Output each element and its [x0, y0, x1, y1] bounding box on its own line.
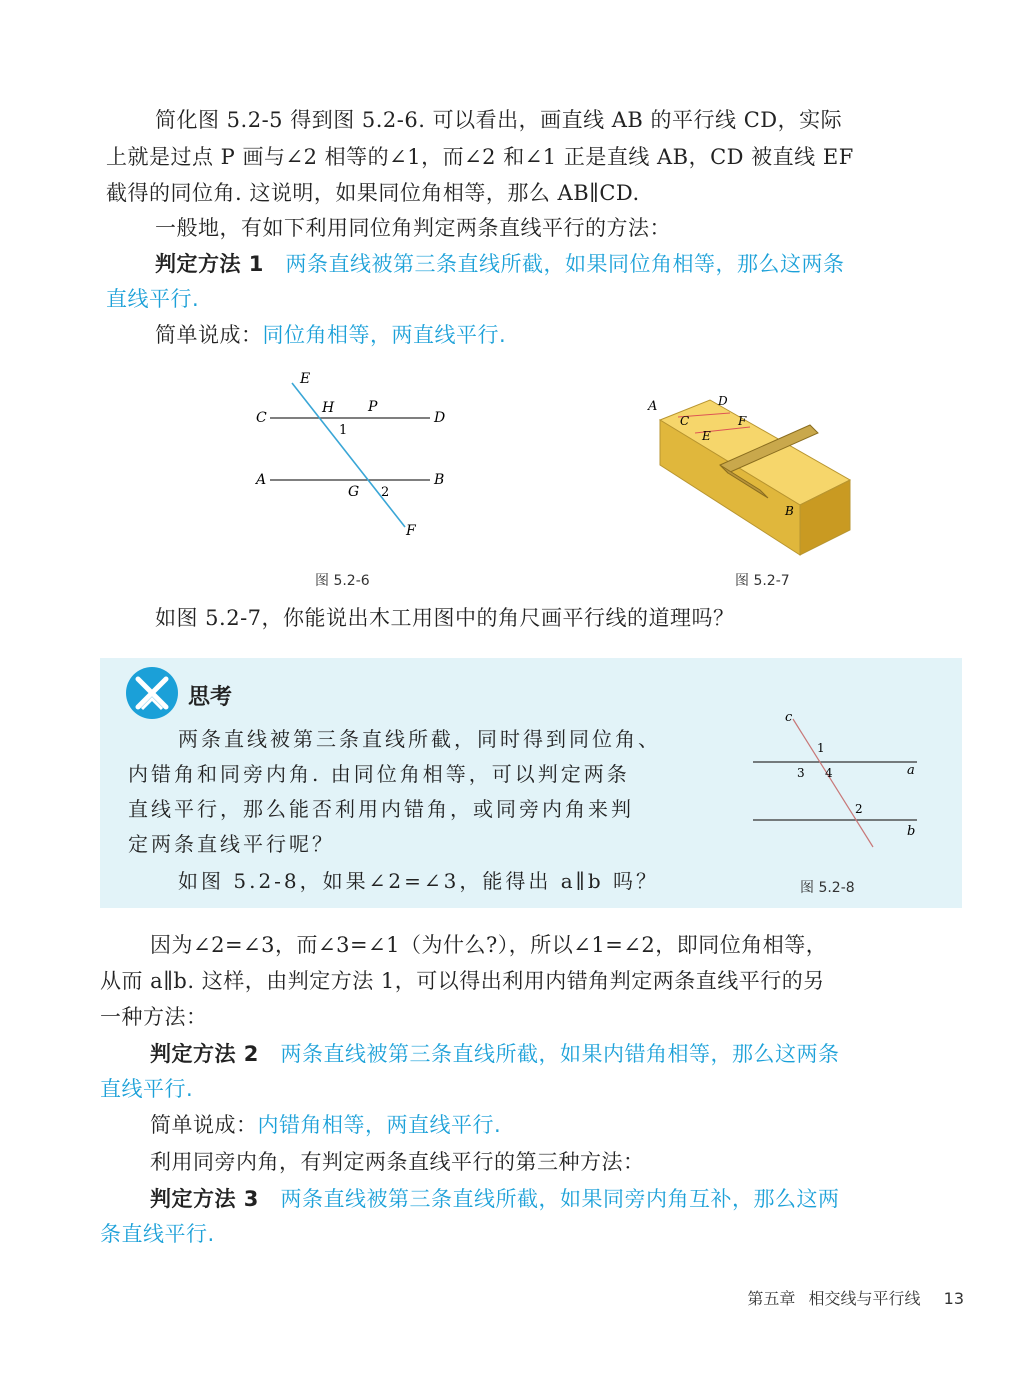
label-d: D [434, 410, 446, 426]
para1-line2: 上就是过点 P 画与∠2 相等的∠1，而∠2 和∠1 正是直线 AB，CD 被直线 EF [106, 145, 854, 169]
label-angle-1: 1 [339, 423, 348, 438]
label-angle-4: 4 [825, 766, 833, 780]
think-line5: 如图 5.2-8，如果∠2=∠3，能得出 a∥b 吗？ [178, 869, 660, 893]
label-g: G [348, 484, 360, 500]
think-title: 思考 [188, 685, 233, 710]
line-ef [292, 383, 405, 527]
label-b: B [434, 472, 445, 488]
method1-label: 判定方法 1 [155, 252, 264, 276]
figure-5-2-6 [250, 365, 460, 545]
para1-line1: 简化图 5.2-5 得到图 5.2-6. 可以看出，画直线 AB 的平行线 CD，实际 [155, 108, 843, 132]
method1-short [155, 323, 506, 347]
label-angle-3: 3 [797, 766, 805, 780]
label-a: A [648, 399, 658, 414]
label-angle-1: 1 [817, 741, 825, 755]
method2-text: 两条直线被第三条直线所截，如果内错角相等，那么这两条 [280, 1042, 840, 1066]
para2-line1: 因为∠2=∠3，而∠3=∠1（为什么?），所以∠1=∠2，即同位角相等， [150, 933, 828, 957]
general-statement: 一般地，有如下利用同位角判定两条直线平行的方法： [155, 216, 671, 240]
question: 如图 5.2-7，你能说出木工用图中的角尺画平行线的道理吗？ [155, 606, 735, 630]
para2-line2: 从而 a∥b. 这样，由判定方法 1，可以得出利用内错角判定两条直线平行的另 [100, 969, 825, 993]
page-number: 13 [943, 1289, 964, 1308]
method1-text-cont: 直线平行. [106, 287, 200, 311]
method1-text: 两条直线被第三条直线所截，如果同位角相等，那么这两条 [285, 252, 845, 276]
para2-line3: 一种方法： [100, 1005, 208, 1029]
label-c: c [785, 710, 793, 725]
method1-short-prefix: 简单说成： [155, 323, 263, 347]
method1-line1 [155, 252, 844, 276]
label-h: H [322, 400, 335, 416]
method3-line1 [150, 1187, 839, 1211]
figure-5-2-7 [640, 385, 870, 565]
method3-label: 判定方法 3 [150, 1187, 259, 1211]
label-a: a [907, 763, 915, 778]
label-d: D [718, 394, 728, 408]
page-footer [739, 1286, 964, 1309]
think-line4: 定两条直线平行呢？ [128, 832, 335, 856]
label-angle-2: 2 [381, 485, 390, 500]
think-line3: 直线平行，那么能否利用内错角，或同旁内角来判 [128, 797, 634, 821]
caption-5-2-6: 图 5.2-6 [315, 573, 370, 589]
caption-5-2-8: 图 5.2-8 [800, 880, 855, 896]
label-b: b [907, 824, 916, 839]
label-c: C [256, 410, 267, 426]
think-icon [124, 665, 180, 721]
label-b: B [785, 504, 794, 518]
label-c: C [680, 414, 690, 428]
caption-5-2-7: 图 5.2-7 [735, 573, 790, 589]
method2-label: 判定方法 2 [150, 1042, 259, 1066]
third-method-intro: 利用同旁内角，有判定两条直线平行的第三种方法： [150, 1150, 645, 1174]
method2-short-prefix: 简单说成： [150, 1113, 258, 1137]
para1-line3: 截得的同位角. 这说明，如果同位角相等，那么 AB∥CD. [106, 181, 640, 205]
label-e: E [300, 371, 311, 387]
footer-chapter: 第五章 [747, 1289, 796, 1308]
label-angle-2: 2 [855, 802, 863, 816]
label-e: E [702, 429, 711, 443]
label-p: P [368, 399, 378, 415]
think-line2: 内错角和同旁内角. 由同位角相等，可以判定两条 [128, 762, 630, 786]
method3-text: 两条直线被第三条直线所截，如果同旁内角互补，那么这两 [280, 1187, 840, 1211]
line-c [793, 719, 873, 847]
method1-short-text: 同位角相等，两直线平行. [262, 323, 507, 347]
label-f: F [406, 523, 416, 539]
label-f: F [738, 414, 747, 428]
figure-5-2-8 [745, 705, 925, 855]
method2-short-text: 内错角相等，两直线平行. [257, 1113, 502, 1137]
label-a: A [256, 472, 267, 488]
method2-short [150, 1113, 501, 1137]
method3-text-cont: 条直线平行. [100, 1222, 215, 1246]
method2-line1 [150, 1042, 839, 1066]
think-line1: 两条直线被第三条直线所截，同时得到同位角、 [178, 727, 661, 751]
footer-title: 相交线与平行线 [808, 1289, 921, 1308]
method2-text-cont: 直线平行. [100, 1077, 194, 1101]
